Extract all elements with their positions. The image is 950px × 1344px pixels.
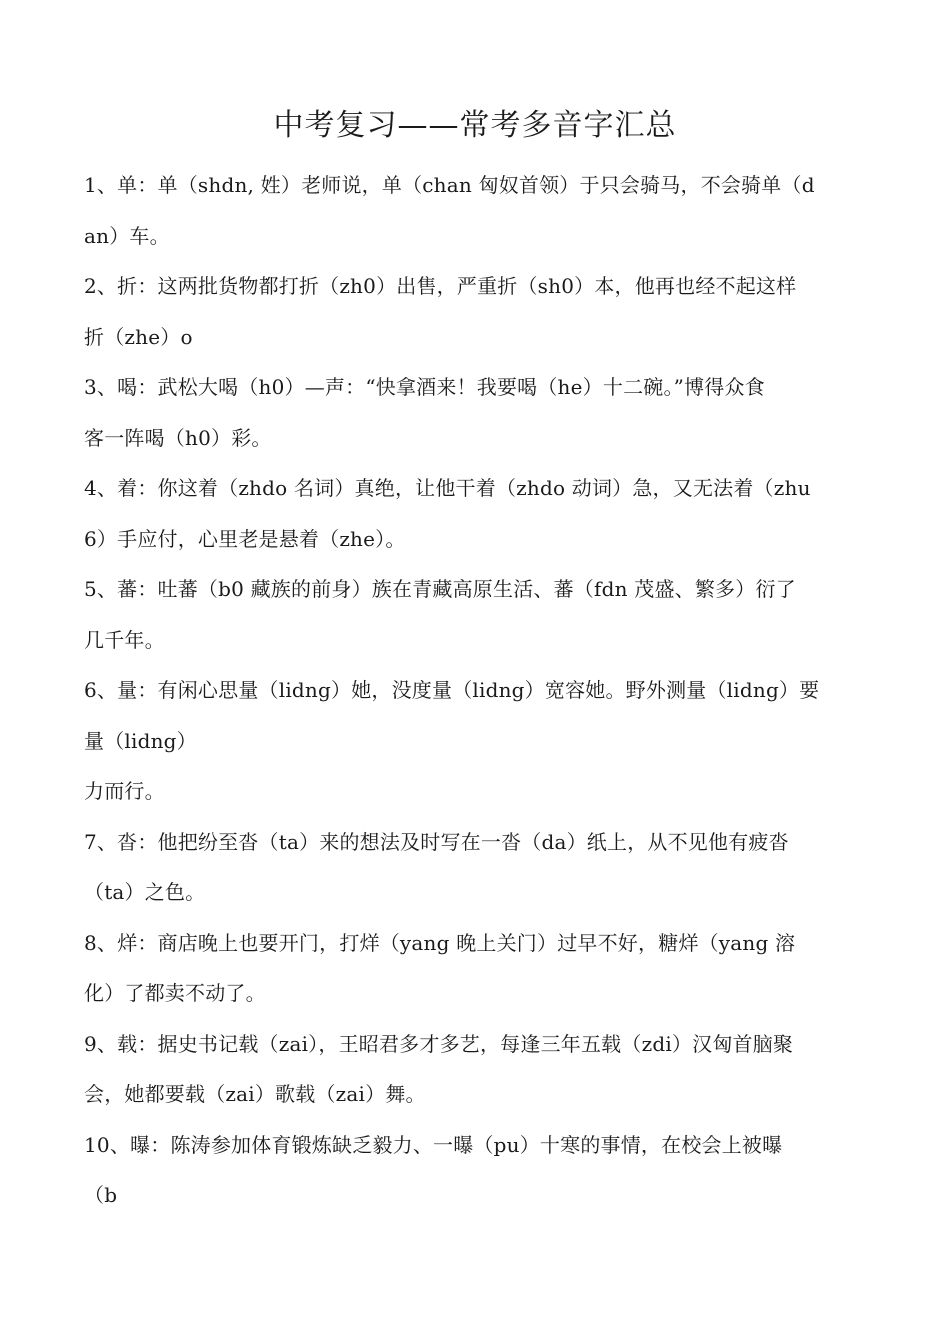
text-line: 1、单：单（shdn, 姓）老师说，单（chan 匈奴首领）于只会骑马，不会骑单（d (84, 173, 815, 197)
text-line: （b (84, 1183, 118, 1207)
document-body (84, 160, 862, 1221)
text-line: 几千年。 (84, 627, 165, 652)
text-line: 7、沓：他把纷至沓（ta）来的想法及时写在一沓（da）纸上，从不见他有疲沓 (84, 829, 789, 854)
text-line: 会，她都要载（zai）歌载（zai）舞。 (84, 1082, 426, 1106)
text-line: 折（zhe）o (84, 324, 193, 349)
text-line: 5、蕃：吐蕃（b0 藏族的前身）族在青藏高原生活、蕃（fdn 茂盛、繁多）衍了 (84, 577, 796, 601)
text-line: 力而行。 (84, 779, 165, 803)
text-line: 4、着：你这着（zhdo 名词）真绝，让他干着（zhdo 动词）急，又无法着（zhu (84, 476, 811, 500)
text-line: 6、量：有闲心思量（lidng）她，没度量（lidng）宽容她。野外测量（lidng）要 (84, 678, 820, 702)
text-line: 2、折：这两批货物都打折（zh0）出售，严重折（sh0）本，他再也经不起这样 (84, 274, 797, 298)
text-line: （ta）之色。 (84, 880, 206, 904)
text-line: 6）手应付，心里老是悬着（zhe）。 (84, 526, 406, 551)
text-line: 10、曝：陈涛参加体育锻炼缺乏毅力、一曝（pu）十寒的事情，在校会上被曝 (84, 1132, 783, 1157)
text-line: 9、载：据史书记载（zai），王昭君多才多艺，每逢三年五载（zdi）汉匈首脑聚 (84, 1031, 794, 1056)
text-line: 量（lidng） (84, 728, 197, 753)
text-line: 客一阵喝（h0）彩。 (84, 425, 272, 450)
text-line: an）车。 (84, 223, 170, 248)
text-line: 化）了都卖不动了。 (84, 981, 266, 1005)
document-title: 中考复习——常考多音字汇总 (273, 108, 677, 143)
text-line: 3、喝：武松大喝（h0）—声：“快拿酒来！我要喝（he）十二碗。”博得众食 (84, 375, 765, 399)
text-line: 8、烊：商店晚上也要开门，打烊（yang 晚上关门）过早不好，糖烊（yang 溶 (84, 930, 796, 955)
